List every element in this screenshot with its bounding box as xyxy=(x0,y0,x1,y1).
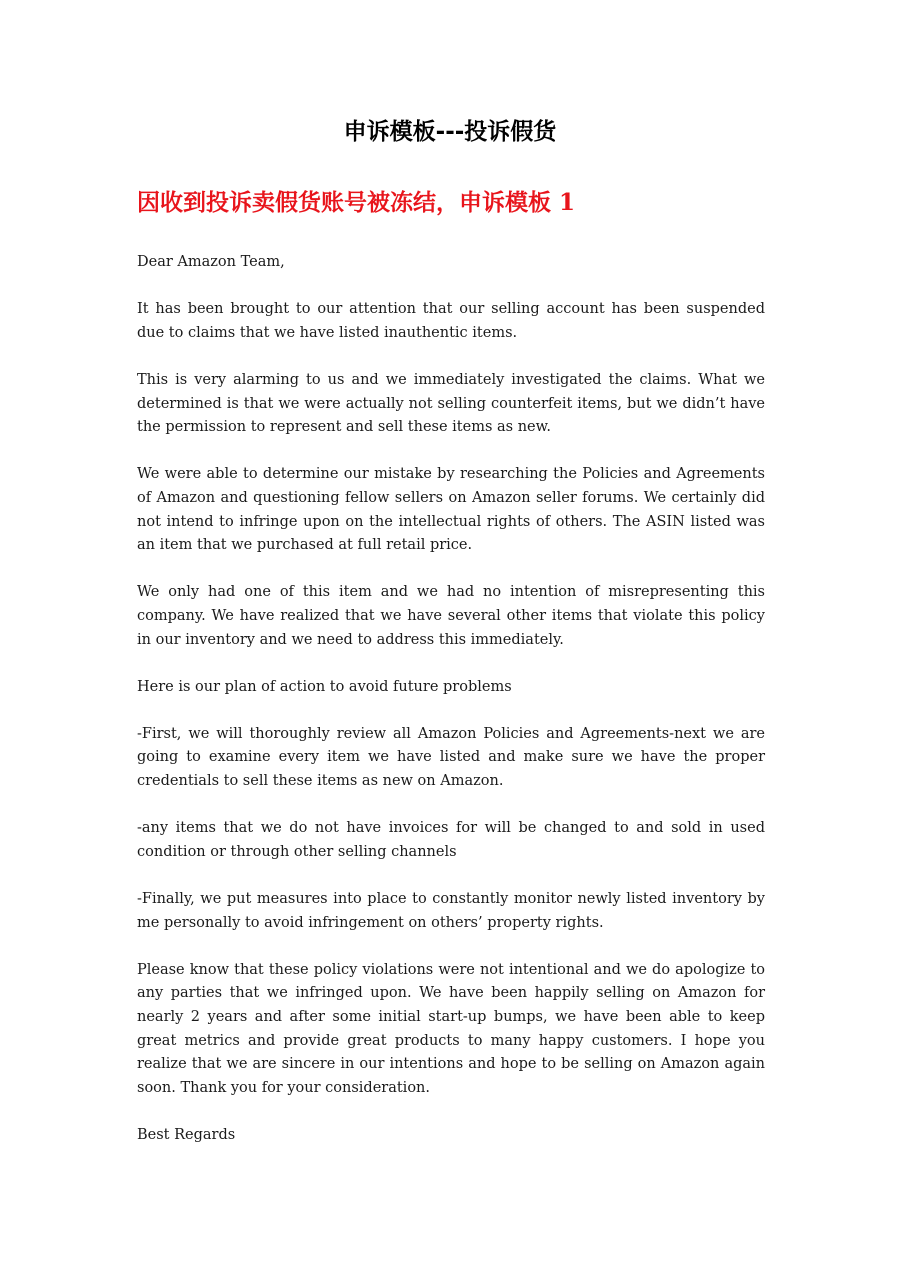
plan-item-first: -First, we will thoroughly review all Amazon Policies and Agreements-next we are going to examine every item we have listed and make sure we have the proper credentials to sell these items as new on Amazon. xyxy=(137,725,765,790)
paragraph-mistake: We were able to determine our mistake by researching the Policies and Agreements of Amazon and questioning fellow sellers on Amazon seller forums. We certainly did not intend to infringe upon on the intellectual rights of others. The ASIN listed was an item that we purchased at full retail price. xyxy=(137,466,765,554)
document-subtitle: 因收到投诉卖假货账号被冻结，申诉模板 1 xyxy=(137,189,576,216)
paragraph-plan-heading: Here is our plan of action to avoid future problems xyxy=(137,678,512,695)
paragraph-apology: Please know that these policy violations were not intentional and we do apologize to any parties that we infringed upon. We have been happily selling on Amazon for nearly 2 years and after some initial start-up bumps, we have been able to keep great metrics and provide great products to many happy customers. I hope you realize that we are sincere in our intentions and hope to be selling on Amazon again soon. Thank you for your consideration. xyxy=(137,961,765,1096)
paragraph-intro: It has been brought to our attention that our selling account has been suspended due to claims that we have listed inauthentic items. xyxy=(137,301,765,341)
plan-item-invoices: -any items that we do not have invoices for will be changed to and sold in used condition or through other selling channels xyxy=(137,820,765,860)
salutation: Dear Amazon Team, xyxy=(137,254,285,270)
letter-body xyxy=(137,251,765,1171)
paragraph-inventory: We only had one of this item and we had no intention of misrepresenting this company. We have realized that we have several other items that violate this policy in our inventory and we need to address this immediately. xyxy=(137,584,765,648)
plan-item-finally: -Finally, we put measures into place to constantly monitor newly listed inventory by me personally to avoid infringement on others’ property rights. xyxy=(137,891,765,931)
closing: Best Regards xyxy=(137,1126,236,1143)
paragraph-investigation: This is very alarming to us and we immediately investigated the claims. What we determined is that we were actually not selling counterfeit items, but we didn’t have the permission to represent and sell these items as new. xyxy=(137,371,765,436)
document-title: 申诉模板---投诉假货 xyxy=(343,119,557,145)
